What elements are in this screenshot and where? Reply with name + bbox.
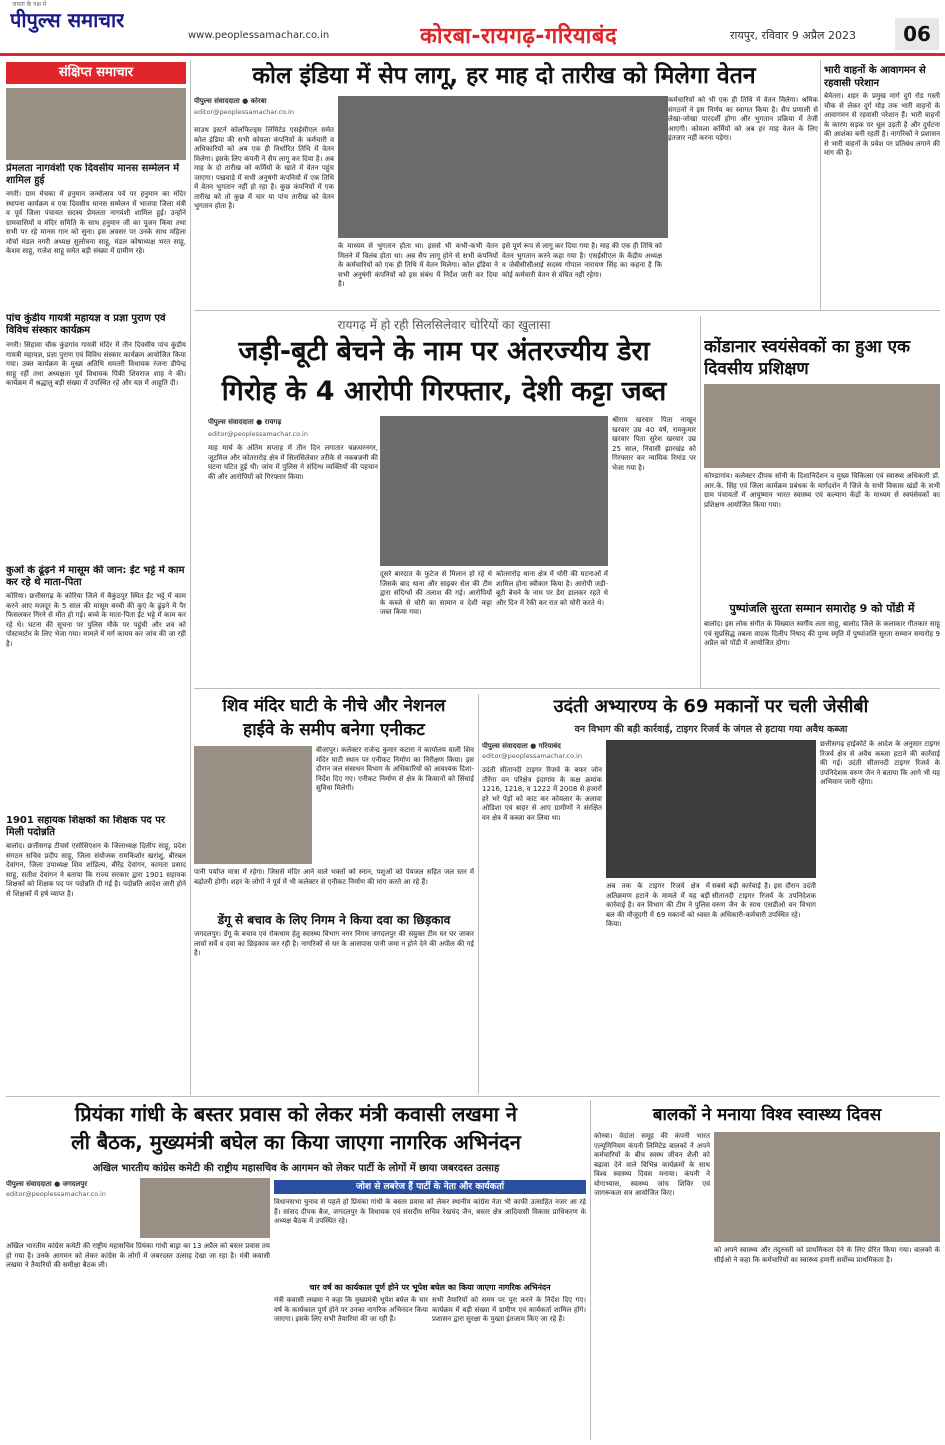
sidebar-item-body: नगरी। सिहावा चौक कुंडगांव गायत्री मंदिर में तीन दिवसीय पांच कुंडीय गायत्री महायज्ञ, प्रज्ञा पुराण एवं विविध संस्कार कार्यक्रम आयोजित किया गया। उक्त कार्यक्रम के मुख्य अतिथि धमतरी विधायक रंजना डीपेन्द्र साहू रहीं तथा अध्यक्षता पूर्व विधायक पिंकी शिवराज शाह ने की। कार्यक्रम में श्रद्धालु बड़ी संख्या में उपस्थित रहे और यज्ञ में आहुति दी।: [6, 341, 186, 387]
udanti-email[interactable]: editor@peoplessamachar.co.in: [482, 752, 582, 760]
gang-body-col3: कोतरारोड़ थाना क्षेत्र में चोरी की घटनाओं में शामिल होना स्वीकार किया है। आरोपी जड़ी-बूटी बेचने के नाम पर डेरा डालकर रहते थे और दिन में रेकी कर रात को चोरी करते थे।: [496, 570, 608, 607]
section-divider: [194, 688, 940, 689]
masthead-tagline: जनता के पक्ष में: [12, 1, 47, 8]
meeting-photo: [140, 1178, 270, 1238]
lead-email[interactable]: editor@peoplessamachar.co.in: [194, 108, 294, 116]
lead-body-col2: के माध्यम से भुगतान होता था। इससे भी कभी-कभी वेतन मिलने में विलंब होता था। अब सैप लागू होने से सभी कंपनियों के कर्मचारियों को एक ही तिथि में वेतन मिलेगा। कोल इंडिया ने सभी अनुषंगी कंपनियों को इस संबंध में निर्देश जारी कर दिया है।: [338, 242, 498, 288]
kondanar-headline: कोंडानार स्वयंसेवकों का हुआ एक दिवसीय प्रशिक्षण: [704, 337, 911, 379]
priyanka-email[interactable]: editor@peoplessamachar.co.in: [6, 1190, 106, 1198]
dengue-body: जगदलपुर। डेंगू के बचाव एवं रोकथाम हेतु स्वास्थ्य विभाग नगर निगम जगदलपुर की संयुक्त टीम घर घर जाकर लार्वा सर्वे व दवा का छिड़काव कर रही है। नागरिकों से घर के आसपास पानी जमा न होने देने की अपील की गई है।: [194, 930, 474, 957]
website-url[interactable]: www.peoplessamachar.co.in: [188, 30, 330, 41]
priyanka-byline: पीपुल्स संवाददाता ● जगदलपुर: [6, 1180, 88, 1188]
pushpanjali-headline: पुष्पांजलि सुरता सम्मान समारोह 9 को पोंडी में: [729, 602, 915, 615]
health-headline: बालकों ने मनाया विश्व स्वास्थ्य दिवस: [652, 1105, 882, 1125]
column-divider: [590, 1100, 591, 1440]
udanti-headline: उदंती अभ्यारण्य के 69 मकानों पर चली जेसीबी: [553, 696, 869, 717]
training-photo: [704, 384, 940, 468]
dengue-headline: डेंगू से बचाव के लिए निगम ने किया दवा का छिड़काव: [217, 913, 451, 927]
demolition-photo: [606, 740, 816, 878]
gang-body-col2: दूसरे बारदात के फुटेज से मिलान हो रहे थे जिसके बाद थाना और साइबर सेल की टीम द्वारा संदिग्धों की तलाश की गई। आरोपियों के कब्जे से चोरी का सामान व देशी कट्टा जब्त किया गया।: [380, 570, 492, 616]
shiv-headline-line1: शिव मंदिर घाटी के नीचे और नेशनल: [222, 696, 446, 716]
shiv-body-continued: पानी पर्याप्त मात्रा में रहेगा। जिससे मंदिर आने वाले भक्तों को स्नान, पशुओं को पेयजल सहित जल स्तर में बढ़ोतरी होगी। शहर के लोगों ने पूर्व में भी कलेक्टर से एनीकट निर्माण की मांग करते आ रहे हैं।: [194, 868, 474, 886]
sidebar-title: संक्षिप्त समाचार: [6, 62, 186, 84]
column-divider: [478, 694, 479, 1094]
udanti-body-col2: अब तक के टाइगर रिजर्व क्षेत्र में अतिक्रमण हटाने के मामले में यह बड़ी कार्रवाई है। वन विभाग की टीम ने पुलिस बल की मौजूदगी में 69 मकानों को ध्वस्त किया।: [606, 882, 710, 928]
anicut-site-photo: [194, 746, 312, 864]
sidebar-item-body: बालोद। छत्तीसगढ़ टीचर्स एसोसिएशन के जिलाध्यक्ष दिलीप साहू, प्रदेश संगठन सचिव प्रदीप साहू, जिला संयोजक रामकिशोर खरांशु, बीरबल देवांगन, जिला उपाध्यक्ष शिव शांडिल्य, बीरेंद्र देवांगन, कामता प्रसाद साहू, सतीश देवांगन ने बताया कि राज्य सरकार द्वारा 1901 सहायक शिक्षकों को शिक्षक पद पर पदोन्नति दी गई है। पदोन्नति आदेश जारी होने से शिक्षकों में हर्ष व्याप्त है।: [6, 842, 186, 898]
lead-body-col3: इसे पूर्ण रूप से लागू कर दिया गया है। माह की एक ही तिथि को वेतन भुगतान करने कहा गया है। एसईसीएल के केंद्रीय अध्यक्ष व जेबीसीसीआई सदस्य गोपाल नारायण सिंह का कहना है कि कोई कर्मचारी वेतन से वंचित नहीं रहेगा।: [502, 242, 662, 279]
edition-date: रायपुर, रविवार 9 अप्रैल 2023: [730, 29, 856, 42]
sidebar-item-headline: पांच कुंडीय गायत्री महायज्ञ व प्रज्ञा पुराण एवं विविध संस्कार कार्यक्रम: [6, 313, 166, 336]
health-body-col2: को अपने स्वास्थ्य और तंदुरुस्ती को प्राथमिकता देने के लिए प्रेरित किया गया। बालको के सीईओ ने कहा कि कर्मचारियों का स्वास्थ्य हमारी सर्वोच्च प्राथमिकता है।: [714, 1246, 940, 1264]
gang-email[interactable]: editor@peoplessamachar.co.in: [208, 430, 308, 438]
edition-region: कोरबा-रायगढ़-गरियाबंद: [420, 24, 618, 49]
coal-mine-photo: [338, 96, 668, 238]
shiv-headline-line2: हाईवे के समीप बनेगा एनीकट: [243, 720, 425, 740]
priyanka-body-col2: विधानसभा चुनाव से पहले हो प्रियंका गांधी के बस्तर प्रवास को लेकर स्थानीय कांग्रेस नेता भी काफी उत्साहित नजर आ रहे हैं। सांसद दीपक बैज, जगदलपुर के विधायक एवं संसदीय सचिव रेखचंद जैन, बस्तर क्षेत्र आदिवासी विकास प्राधिकरण के अध्यक्ष बैठक में उपस्थित रहे।: [274, 1198, 586, 1225]
health-body-col1: कोरबा। वेदांता समूह की कंपनी भारत एल्यूमिनियम कंपनी लिमिटेड बालको ने अपने कर्मचारियों के बीच स्वस्थ जीवन शैली को बढ़ावा देने वाले विभिन्न कार्यक्रमों के साथ विश्व स्वास्थ्य दिवस मनाया। कंपनी ने योगाभ्यास, स्वास्थ्य जांच शिविर एवं जागरूकता सत्र आयोजित किए।: [594, 1132, 710, 1197]
udanti-byline: पीपुल्स संवाददाता ● गरियाबंद: [482, 742, 561, 750]
section-divider: [194, 310, 940, 311]
gang-body-col1: माह मार्च के अंतिम सप्ताह में तीन दिन लगातार चक्रधरनगर, जूटमिल और कोतरारोड़ क्षेत्र में सिलसिलेवार तरीके से नकबजनी की घटना घटित हुई थी। जांच में पुलिस ने संदिग्ध व्यक्तियों की पहचान की और आरोपियों को गिरफ्तार किया।: [208, 444, 378, 481]
lead-body-col4: कर्मचारियों को भी एक ही तिथि में वेतन मिलेगा। श्रमिक संगठनों ने इस निर्णय का स्वागत किया है। सैप प्रणाली से लेखा-जोखा पारदर्शी होगा और भुगतान प्रक्रिया में तेजी आएगी। कोयला कर्मियों को अब हर माह वेतन के लिए इंतजार नहीं करना पड़ेगा।: [668, 96, 818, 142]
gang-kicker: रायगढ़ में हो रही सिलसिलेवार चोरियों का खुलासा: [337, 318, 551, 332]
pushpanjali-body: बालोद। इस लोक संगीत के विख्यात स्वर्गीय लता साहू, बालोद जिले के कलाकार गीतकार साहू एवं सुप्रसिद्ध तबला वादक दिलीप निषाद की पुण्य स्मृति में पुष्पांजलि सुरता सम्मान समारोह 9 अप्रैल को पोंडी में आयोजित होगा।: [704, 620, 940, 647]
sidebar-item-headline: कुओं के ढूंढ़ने में मासूम की जान: ईंट भट्टे में काम कर रहे थे माता-पिता: [6, 565, 185, 588]
column-divider: [820, 60, 821, 310]
sidebar-item-body: नगरी। ग्राम मेचका में हनुमान जन्मोत्सव पर्व पर हनुमान का मंदिर स्थापना कार्यक्रम व एक दिवसीय मानस सम्मेलन में भाजपा जिला मंत्री व पूर्व जिला पंचायत सदस्य प्रेमलता नागवंशी शामिल हुई। उन्होंने ग्रामवासियों व मंदिर समिति के साथ हनुमान जी का पूजन किया तथा सभी पर रहे मानस गान को सुना। इस अवसर पर उनके साथ महिला मोर्चा मंडल नगरी अध्यक्ष सुलोचना साहू, मंडल कोषाध्यक्ष भरत साहू, केशव साहू, राजेश साहू समेत बड़ी संख्या में ग्रामीण रहे।: [6, 190, 186, 255]
udanti-subhead: वन विभाग की बड़ी कार्रवाई, टाइगर रिजर्व के जंगल से हटाया गया अवैध कब्जा: [574, 724, 848, 735]
gang-byline: पीपुल्स संवाददाता ● रायगढ़: [208, 418, 282, 426]
arrested-accused-photo: [380, 416, 608, 566]
page-number: 06: [895, 18, 939, 50]
section-divider: [6, 1096, 940, 1097]
gang-headline-line2: गिरोह के 4 आरोपी गिरफ्तार, देशी कट्टा जब्त: [221, 376, 667, 407]
right-top-headline: भारी वाहनों के आवागमन से रहवासी परेशान: [824, 65, 926, 89]
newspaper-logo: पीपुल्स समाचार: [10, 8, 125, 32]
udanti-body-col1: उदंती सीतानदी टाइगर रिजर्व के बफर जोन तौरेंगा वन परिक्षेत्र इंदागांव के कक्ष क्रमांक 1216, 1218, व 1222 में 2008 से हजारों हरे भरे पेड़ों को काट कर कोयलार के अलावा ओडिशा एवं बाहर से आए ग्रामीणों ने संरक्षित वन क्षेत्र में कब्जा कर लिया था।: [482, 766, 602, 822]
udanti-body-col3: सबसे बड़ी कार्रवाई है। इस दौरान उदंती सीतानदी टाइगर रिजर्व के उपनिदेशक वरुण जैन के साथ एसडीओ वन विभाग के अधिकारी-कर्मचारी उपस्थित रहे।: [712, 882, 816, 919]
column-divider: [190, 60, 191, 1095]
priyanka-headline-line2: ली बैठक, मुख्यमंत्री बघेल का किया जाएगा नागरिक अभिनंदन: [71, 1130, 521, 1154]
sidebar-item-headline: प्रेमलता नागवंशी एक दिवसीय मानस सम्मेलन में शामिल हुई: [6, 163, 180, 186]
column-divider: [700, 316, 701, 688]
priyanka-highlight-bar: जोश से लबरेज हैं पार्टी के नेता और कार्यकर्ता: [274, 1180, 586, 1194]
gang-body-col4: श्रीराम खरवार पिता नाखून खरवार उम्र 40 वर्ष, रामकुमार खरवार पिता सुरेश खरवार उम्र 25 साल, निवासी झारखंड को गिरफ्तार कर न्यायिक रिमांड पर भेजा गया है।: [612, 416, 696, 472]
shiv-body: बीजापुर। कलेक्टर राजेन्द्र कुमार कटारा ने कार्यालय वाली शिव मंदिर घाटी स्थान पर एनीकट निर्माण का निरीक्षण किया। इस दौरान जल संसाधन विभाग के अधिकारियों को आवश्यक दिशा-निर्देश दिए गए। एनीकट निर्माण से क्षेत्र के किसानों को सिंचाई सुविधा मिलेगी।: [316, 746, 474, 792]
kondanar-body: कोण्डागांव। कलेक्टर दीपक सोनी के दिशानिर्देशन व मुख्य चिकित्सा एवं स्वास्थ्य अधिकारी डॉ. आर.के. सिंह एवं जिला कार्यक्रम प्रबंधक के मार्गदर्शन में जिले के सभी विकास खंडों के सभी ग्राम पंचायतों में आयुष्मान भारत स्वास्थ्य एवं कल्याण केंद्रों के माध्यम से स्वयंसेवकों का प्रशिक्षण आयोजित किया गया।: [704, 472, 940, 509]
priyanka-headline-line1: प्रियंका गांधी के बस्तर प्रवास को लेकर मंत्री कवासी लखमा ने: [75, 1102, 517, 1126]
health-event-photo: [714, 1132, 940, 1242]
priyanka-body-col3: मंत्री कवासी लखमा ने कहा कि मुख्यमंत्री भूपेश बघेल के चार वर्ष के कार्यकाल पूर्ण होने पर उनका नागरिक अभिनंदन किया जाएगा। इसके लिए सभी तैयारियां की जा रही हैं।: [274, 1296, 428, 1323]
priyanka-subhead: अखिल भारतीय कांग्रेस कमेटी की राष्ट्रीय महासचिव के आगमन को लेकर पार्टी के लोगों में छाया जबरदस्त उत्साह: [92, 1163, 500, 1174]
lead-byline: पीपुल्स संवाददाता ● कोरबा: [194, 97, 267, 105]
priyanka-subhead-2: चार वर्ष का कार्यकाल पूर्ण होने पर भूपेश बघेल का किया जाएगा नागरिक अभिनंदन: [309, 1283, 551, 1292]
udanti-body-col4: छत्तीसगढ़ हाईकोर्ट के आदेश के अनुसार टाइगर रिजर्व क्षेत्र से अवैध कब्जा हटाने की कार्रवाई की गई। उदंती सीतानदी टाइगर रिजर्व के उपनिदेशक वरुण जैन ने बताया कि आगे भी यह अभियान जारी रहेगा।: [820, 740, 940, 786]
lead-headline: कोल इंडिया में सेप लागू, हर माह दो तारीख को मिलेगा वेतन: [252, 63, 756, 89]
gang-headline-line1: जड़ी-बूटी बेचने के नाम पर अंतरज्यीय डेरा: [238, 336, 650, 367]
sidebar-item-headline: 1901 सहायक शिक्षकों का शिक्षक पद पर मिली पदोन्नति: [6, 815, 165, 838]
right-top-body: बेमेतरा। शहर के प्रमुख मार्ग दुर्ग रोड गस्ती चौक से लेकर दुर्ग मोड़ तक भारी वाहनों के आवागमन से रहवासी परेशान हैं। भारी वाहनों के कारण सड़क पर धूल उड़ती है और दुर्घटना की आशंका बनी रहती है। नागरिकों ने प्रशासन से भारी वाहनों के प्रवेश पर प्रतिबंध लगाने की मांग की है।: [824, 92, 940, 157]
priyanka-body-col1: अखिल भारतीय कांग्रेस कमेटी की राष्ट्रीय महासचिव प्रियंका गांधी बाड्रा का 13 अप्रैल को बस्तर प्रवास तय हो गया है। उनके आगमन को लेकर कांग्रेस के लोगों में जबरदस्त उत्साह देखा जा रहा है। मंत्री कवासी लखमा ने तैयारियों की समीक्षा बैठक ली।: [6, 1242, 270, 1269]
lead-body-col1: साउथ इस्टर्न कोलफिल्ड्स लिमिटेड एसईसीएल समेत कोल इंडिया की सभी कोयला कंपनियों के कर्मचारी व अधिकारियों को अब एक ही निर्धारित तिथि में वेतन मिलेगा। इसके लिए कंपनी ने सैप लागू कर दिया है। अब माह के दो तारीख को कर्मियों के खाते में वेतन पहुंच जाएगा। पखवाड़े में सभी अनुषंगी कंपनियों में एक तिथि में वेतन भुगतान नहीं हो रहा है। कुछ कंपनियों में एक तारीख को तो कुछ में चार या पांच तारीख को वेतन भुगतान होता है।: [194, 126, 334, 210]
sidebar-photo: [6, 88, 186, 160]
sidebar-item-body: कोरिया। छत्तीसगढ़ के कोरिया जिले में बैकुंठपुर स्थित ईंट भट्ठे में काम करने आए मजदूर के 5 साल की मासूम बच्ची की कुएं के ढूंढ़ने में पैर फिसलकर गिरने से मौत हो गई। बच्चे के माता-पिता ईंट भट्टे में काम कर रहे थे। घटना की सूचना पर पुलिस मौके पर पहुंची और शव को पोस्टमार्टम के लिए भेजा गया। मामले में मर्ग कायम कर जांच की जा रही है।: [6, 592, 186, 648]
priyanka-body-col4: सभी तैयारियों को समय पर पूरा करने के निर्देश दिए गए। कार्यक्रम में बड़ी संख्या में ग्रामीण एवं कार्यकर्ता शामिल होंगे। प्रशासन द्वारा सुरक्षा के पुख्ता इंतजाम किए जा रहे हैं।: [432, 1296, 586, 1323]
